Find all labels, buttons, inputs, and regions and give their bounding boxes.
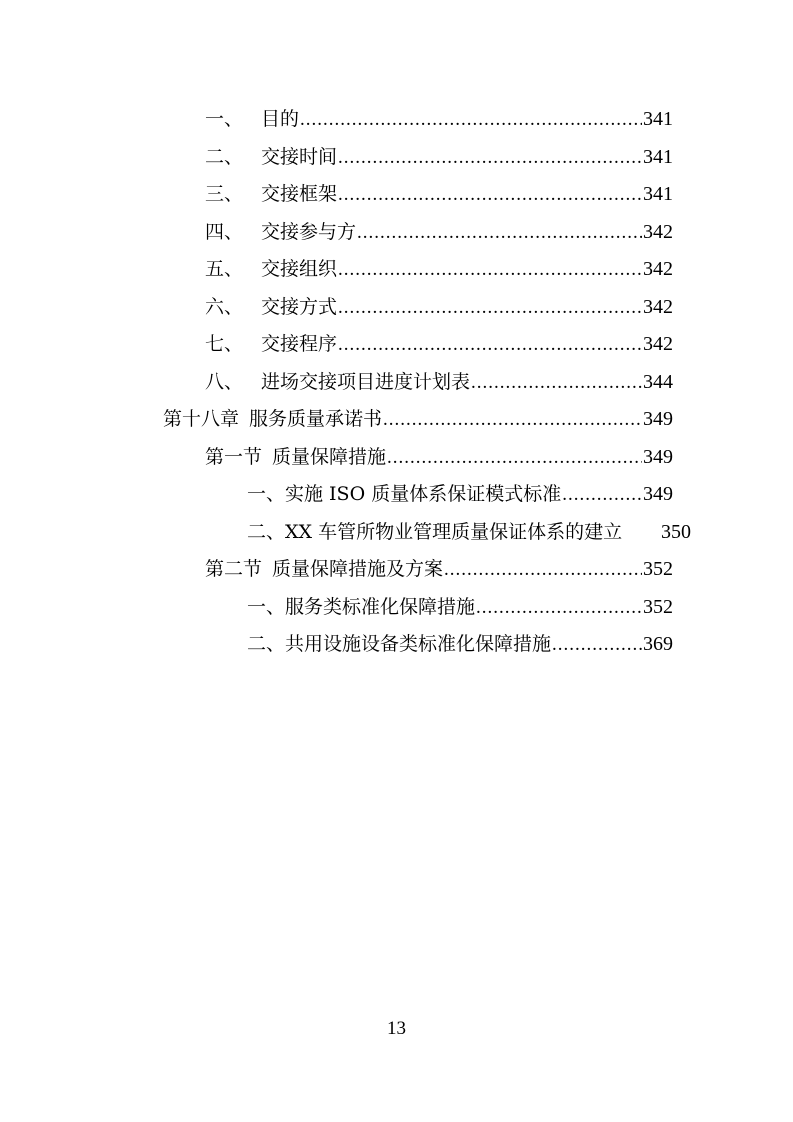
- toc-entry[interactable]: [205, 329, 673, 359]
- toc-entry-page: 369: [643, 633, 673, 655]
- toc-section-entry[interactable]: [205, 442, 673, 472]
- toc-entry[interactable]: [205, 367, 673, 397]
- toc-entry-title: 交接参与方: [261, 220, 357, 243]
- toc-section-entry[interactable]: [205, 554, 673, 584]
- toc-entry-number: 四、: [205, 220, 244, 243]
- toc-entry-title: 交接方式: [261, 295, 338, 318]
- dot-leader: [562, 480, 642, 510]
- toc-entry-title: 实施 ISO 质量体系保证模式标准: [285, 483, 562, 505]
- toc-entry[interactable]: [247, 479, 673, 509]
- toc-entry-number: 一、: [205, 108, 244, 130]
- toc-entry-page: 350: [661, 520, 691, 543]
- toc-entry[interactable]: [205, 179, 673, 209]
- dot-leader: [383, 405, 642, 435]
- toc-entry-title: 质量保障措施: [272, 445, 387, 468]
- toc-entry[interactable]: [205, 254, 673, 284]
- toc-entry[interactable]: [247, 629, 673, 659]
- toc-entry-number: 七、: [205, 333, 244, 355]
- toc-entry-page: 349: [643, 408, 673, 430]
- toc-entry-title: 交接程序: [261, 333, 338, 355]
- dot-leader: [471, 368, 642, 398]
- dot-leader: [338, 180, 642, 210]
- toc-entry-page: 342: [643, 220, 673, 243]
- toc-entry-title: 服务类标准化保障措施: [285, 595, 476, 618]
- toc-entry-title: 目的: [261, 108, 300, 130]
- toc-entry[interactable]: [247, 592, 673, 622]
- toc-entry-title: 交接组织: [261, 258, 338, 280]
- toc-entry-number: 第二节: [205, 558, 263, 580]
- toc-entry-page: 341: [643, 145, 673, 168]
- toc-entry-page: 349: [643, 445, 673, 468]
- toc-entry-number: 第一节: [205, 445, 263, 468]
- toc-entry-page: 342: [643, 295, 673, 318]
- dot-leader: [444, 555, 642, 585]
- toc-entry[interactable]: [205, 292, 673, 322]
- page-number: 13: [387, 1018, 406, 1039]
- toc-entry-page: 341: [643, 183, 673, 205]
- toc-entry-title: 共用设施设备类标准化保障措施: [285, 633, 552, 655]
- toc-entry-number: 二、: [205, 145, 244, 168]
- toc-entry-page: 352: [643, 558, 673, 580]
- toc-entry-number: 八、: [205, 370, 244, 393]
- toc-entry[interactable]: [205, 142, 673, 172]
- toc-entry-number: 三、: [205, 183, 244, 205]
- toc-entry-page: 352: [643, 595, 673, 618]
- dot-leader: [338, 255, 642, 285]
- toc-entry-title: 交接框架: [261, 183, 338, 205]
- toc-entry-number: 二、: [247, 633, 286, 655]
- toc-chapter-entry[interactable]: [163, 404, 673, 434]
- dot-leader: [300, 105, 642, 135]
- toc-entry-page: 342: [643, 258, 673, 280]
- toc-entry-page: 349: [643, 483, 673, 505]
- toc-entry-number: 五、: [205, 258, 244, 280]
- toc-entry-title: XX 车管所物业管理质量保证体系的建立: [285, 520, 623, 543]
- toc-entry-page: 344: [643, 370, 673, 393]
- dot-leader: [338, 143, 642, 173]
- toc-entry[interactable]: [247, 517, 691, 547]
- toc-entry-page: 342: [643, 333, 673, 355]
- toc-entry-title: 服务质量承诺书: [249, 408, 383, 430]
- dot-leader: [552, 630, 642, 660]
- dot-leader: [387, 443, 642, 473]
- dot-leader: [338, 293, 642, 323]
- toc-entry-number: 一、: [247, 595, 286, 618]
- toc-entry-number: 六、: [205, 295, 244, 318]
- toc-entry-title: 质量保障措施及方案: [272, 558, 444, 580]
- toc-entry-title: 交接时间: [261, 145, 338, 168]
- dot-leader: [338, 330, 642, 360]
- toc-entry-title: 进场交接项目进度计划表: [261, 370, 471, 393]
- toc-entry-number: 二、: [247, 520, 286, 543]
- toc-entry[interactable]: [205, 217, 673, 247]
- toc-entry-number: 第十八章: [163, 408, 240, 430]
- toc-entry[interactable]: [205, 104, 673, 134]
- dot-leader: [357, 218, 642, 248]
- dot-leader: [476, 593, 642, 623]
- toc-entry-number: 一、: [247, 483, 286, 505]
- toc-entry-page: 341: [643, 108, 673, 130]
